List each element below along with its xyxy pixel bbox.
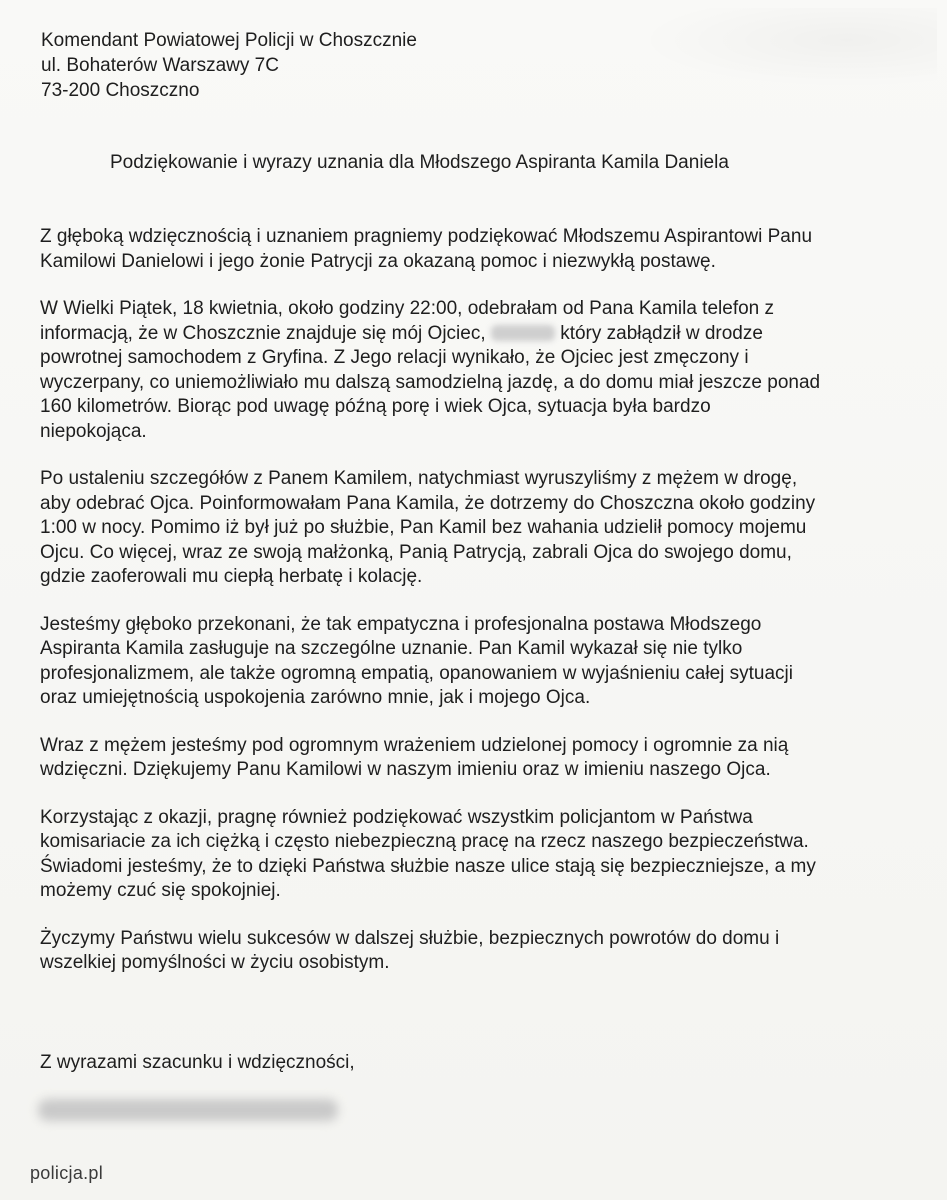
text-line <box>40 322 930 347</box>
source-watermark: policja.pl <box>30 1163 104 1183</box>
text-line: Korzystając z okazji, pragnę również podziękować wszystkim policjantom w Państwa <box>40 806 753 828</box>
paragraph <box>40 297 930 444</box>
text-line: wyczerpany, co uniemożliwiało mu dalszą samodzielną jazdę, a do domu miał jeszcze ponad <box>40 371 821 393</box>
paragraph <box>40 806 930 904</box>
text-line: Kamilowi Danielowi i jego żonie Patrycji za okazaną pomoc i niezwykłą postawę. <box>40 250 716 272</box>
text-line: Ojcu. Co więcej, wraz ze swoją małżonką, Panią Patrycją, zabrali Ojca do swojego domu, <box>40 541 792 563</box>
redacted-signature <box>38 1099 338 1121</box>
text-line: gdzie zaoferowali mu ciepłą herbatę i kolację. <box>40 566 423 587</box>
paragraph <box>40 734 930 783</box>
text-line: Świadomi jesteśmy, że to dzięki Państwa służbie nasze ulice stają się bezpieczniejsze, a my <box>40 855 816 877</box>
text-line: aby odebrać Ojca. Poinformowałam Pana Kamila, że dotrzemy do Choszczna około godziny <box>40 492 816 514</box>
paragraph <box>40 467 930 590</box>
letter-subject: Podziękowanie i wyrazy uznania dla Młodszego Aspiranta Kamila Daniela <box>110 152 729 173</box>
text-line: Po ustaleniu szczegółów z Panem Kamilem, natychmiast wyruszyliśmy z mężem w drogę, <box>40 468 798 489</box>
text-line: W Wielki Piątek, 18 kwietnia, około godziny 22:00, odebrałam od Pana Kamila telefon z <box>40 298 775 319</box>
redacted-name <box>491 325 555 341</box>
text-line: profesjonalizmem, ale także ogromną empatią, opanowaniem w wyjaśnieniu całej sytuacji <box>40 662 793 684</box>
text-line: Wraz z mężem jesteśmy pod ogromnym wrażeniem udzielonej pomocy i ogromnie za nią <box>40 734 789 756</box>
text-line: niepokojąca. <box>40 420 147 442</box>
text-line: 160 kilometrów. Biorąc pod uwagę późną porę i wiek Ojca, sytuacja była bardzo <box>40 396 711 417</box>
address-line: ul. Bohaterów Warszawy 7C <box>41 55 279 76</box>
recipient-address <box>41 28 417 103</box>
letter-body <box>40 225 930 999</box>
closing-salutation: Z wyrazami szacunku i wdzięczności, <box>40 1052 355 1073</box>
text-line: komisariacie za ich ciężką i często niebezpieczną pracę na rzecz naszego bezpieczeństwa. <box>40 831 809 852</box>
text-segment: który zabłądził w drodze <box>560 322 763 344</box>
text-line: wdzięczni. Dziękujemy Panu Kamilowi w naszym imieniu oraz w imieniu naszego Ojca. <box>40 759 771 780</box>
paragraph <box>40 225 930 274</box>
paragraph <box>40 927 930 976</box>
text-line: oraz umiejętnością uspokojenia zarówno mnie, jak i mojego Ojca. <box>40 687 591 708</box>
text-line: Z głęboką wdzięcznością i uznaniem pragniemy podziękować Młodszemu Aspirantowi Panu <box>40 226 813 247</box>
text-line: Jesteśmy głęboko przekonani, że tak empatyczna i profesjonalna postawa Młodszego <box>40 613 762 635</box>
text-line: powrotnej samochodem z Gryfina. Z Jego relacji wynikało, że Ojciec jest zmęczony i <box>40 347 749 368</box>
paragraph <box>40 613 930 711</box>
address-line: Komendant Powiatowej Policji w Choszcznie <box>41 30 417 51</box>
text-segment: informacją, że w Choszcznie znajduje się mój Ojciec, <box>40 322 486 344</box>
text-line: 1:00 w nocy. Pomimo iż był już po służbie, Pan Kamil bez wahania udzielił pomocy mojemu <box>40 517 807 538</box>
bleed-through-mark <box>637 8 937 88</box>
text-line: wszelkiej pomyślności w życiu osobistym. <box>40 952 390 973</box>
address-line: 73-200 Choszczno <box>41 80 200 101</box>
text-line: możemy czuć się spokojniej. <box>40 880 281 901</box>
text-line: Życzymy Państwu wielu sukcesów w dalszej służbie, bezpiecznych powrotów do domu i <box>40 927 780 949</box>
text-line: Aspiranta Kamila zasługuje na szczególne uznanie. Pan Kamil wykazał się nie tylko <box>40 638 743 659</box>
